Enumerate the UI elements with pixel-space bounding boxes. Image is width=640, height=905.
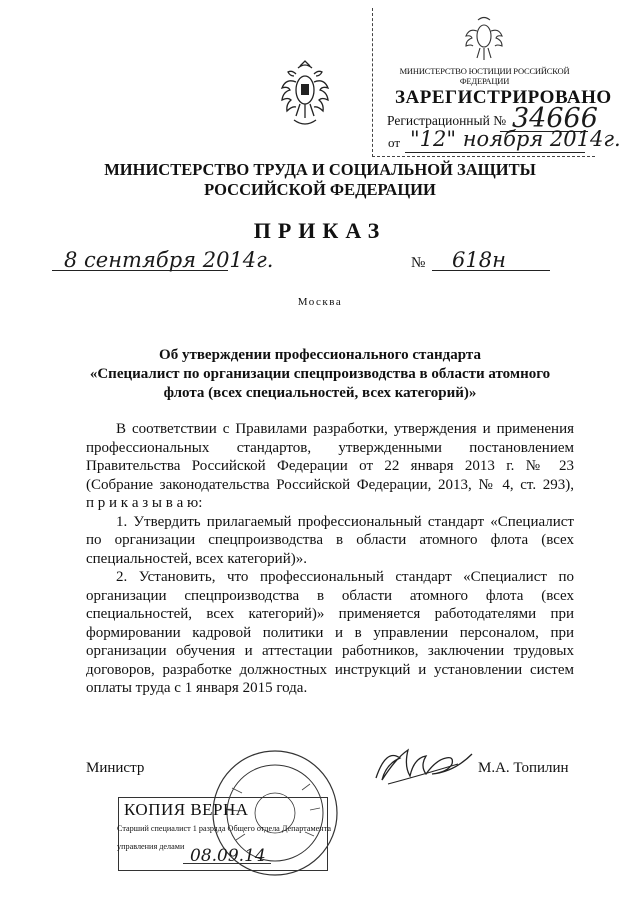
copy-stamp-department: управления делами — [117, 842, 185, 851]
registration-date: "12" ноября 2014г. — [410, 127, 621, 151]
order-city: Москва — [297, 296, 343, 308]
order-title: ПРИКАЗ — [253, 218, 387, 243]
body-line: организации спецпроизводства в области атомного флота (всех — [86, 587, 574, 604]
stamp-emblem-icon — [464, 14, 504, 66]
signatory-name: М.А. Топилин — [478, 760, 569, 776]
body-line: п р и к а з ы в а ю: — [86, 495, 203, 511]
body-line: договоров, разработке должностных инструкций и установлении систем — [86, 661, 574, 678]
registration-number: 34666 — [512, 103, 598, 134]
body-line: Правительства Российской Федерации от 22 января 2013 г. № 23 — [86, 458, 574, 474]
registration-title: ЗАРЕГИСТРИРОВАНО — [395, 87, 612, 108]
body-line: (Собрание законодательства Российской Федерации, 2013, № 4, ст. 293), — [86, 476, 574, 493]
copy-stamp-date-underline — [183, 863, 271, 864]
body-line: специальностей, всех категорий)» применяется работодателями при — [86, 606, 574, 622]
ministry-title-line2: РОССИЙСКОЙ ФЕДЕРАЦИИ — [204, 180, 436, 199]
body-line: профессиональных стандартов, утвержденными постановлением — [86, 439, 574, 456]
order-date-underline — [52, 270, 228, 271]
emblem-icon — [280, 60, 330, 136]
body-line: оплаты труда с 1 января 2015 года. — [86, 680, 308, 696]
copy-stamp-position: Старший специалист 1 разряда Общего отдела Департамента — [117, 824, 332, 833]
copy-stamp-date: 08.09.14 — [190, 846, 266, 866]
body-line: по организации спецпроизводства в области атомного флота (всех — [86, 532, 574, 548]
heading-line: Об утверждении профессионального стандарта — [159, 347, 481, 363]
heading-line: флота (всех специальностей, всех категорий)» — [163, 385, 477, 401]
handwritten-signature-icon — [368, 738, 478, 798]
body-line: формировании кадровой политики и в управлении персоналом, при — [86, 624, 574, 641]
order-number-prefix: № — [411, 255, 426, 271]
body-line: 1. Утвердить прилагаемый профессиональный стандарт «Специалист — [116, 513, 574, 530]
signatory-role: Министр — [86, 760, 145, 776]
heading-line: «Специалист по организации спецпроизводства в области атомного — [89, 366, 551, 382]
body-line: организации обучения и аттестации работников, заключении трудовых — [86, 643, 574, 659]
registration-number-label: Регистрационный № — [387, 113, 507, 128]
registration-date-underline — [405, 152, 585, 153]
copy-stamp-title: КОПИЯ ВЕРНА — [124, 800, 249, 819]
body-line: В соответствии с Правилами разработки, утверждения и применения — [116, 421, 574, 437]
order-date: 8 сентября 2014г. — [64, 248, 274, 272]
order-number-underline — [432, 270, 550, 271]
registration-ministry: МИНИСТЕРСТВО ЮСТИЦИИ РОССИЙСКОЙ ФЕДЕРАЦИИ — [399, 66, 570, 86]
order-number: 618н — [452, 248, 506, 272]
ministry-title-line1: МИНИСТЕРСТВО ТРУДА И СОЦИАЛЬНОЙ ЗАЩИТЫ — [104, 160, 536, 179]
body-line: 2. Установить, что профессиональный стандарт «Специалист по — [116, 569, 574, 585]
body-line: специальностей, всех категорий)». — [86, 550, 307, 567]
registration-date-prefix: от — [388, 135, 401, 150]
